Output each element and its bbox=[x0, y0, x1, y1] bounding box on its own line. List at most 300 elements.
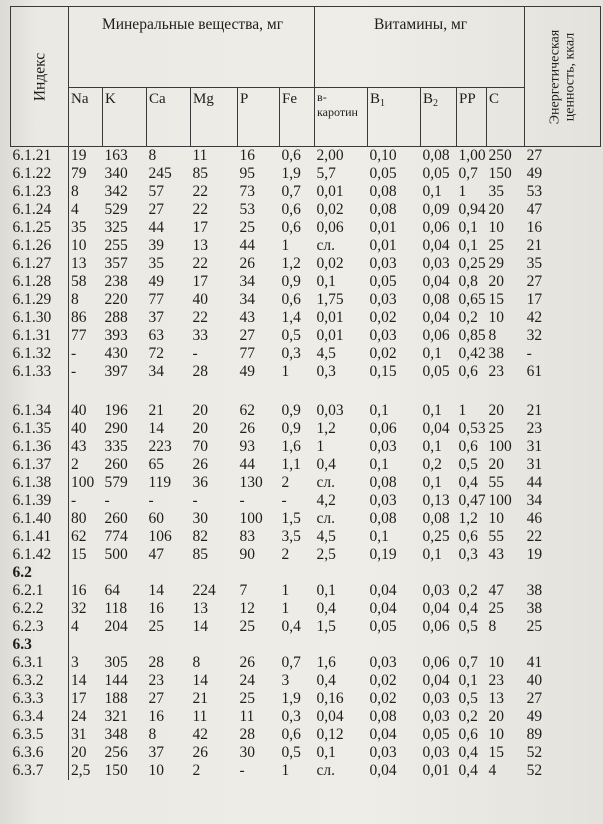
table-cell: 27 bbox=[526, 273, 543, 291]
table-cell: 0,04 bbox=[369, 582, 397, 600]
table-cell bbox=[69, 564, 103, 582]
table-cell: 393 bbox=[104, 327, 128, 345]
table-cell: 23 bbox=[488, 363, 505, 381]
table-cell: 15 bbox=[488, 744, 505, 762]
table-cell: 0,1 bbox=[316, 582, 336, 600]
table-cell: 0,04 bbox=[422, 420, 450, 438]
table-cell: 0,03 bbox=[422, 582, 450, 600]
table-cell: 0,03 bbox=[422, 255, 450, 273]
table-cell: 529 bbox=[104, 201, 128, 219]
table-cell: 2 bbox=[281, 546, 290, 564]
table-cell: 25 bbox=[239, 618, 255, 636]
table-cell: 0,05 bbox=[422, 726, 450, 744]
table-cell: 17 bbox=[526, 291, 543, 309]
table-cell: 0,6 bbox=[281, 219, 301, 237]
table-cell: 0,08 bbox=[369, 201, 397, 219]
row-index-cell: 6.3.3 bbox=[11, 690, 69, 708]
minerals-group-header: Минеральные вещества, мг bbox=[69, 7, 315, 88]
table-cell: 23 bbox=[488, 672, 505, 690]
table-cell: 0,1 bbox=[422, 183, 442, 201]
table-cell: 0,05 bbox=[422, 363, 450, 381]
nutrition-table bbox=[10, 6, 601, 780]
table-cell: 13 bbox=[71, 255, 87, 273]
table-cell: 0,1 bbox=[369, 528, 389, 546]
table-cell: 0,5 bbox=[281, 327, 301, 345]
table-cell: 27 bbox=[148, 690, 164, 708]
table-cell: 255 bbox=[104, 237, 128, 255]
table-cell: 2 bbox=[281, 474, 290, 492]
table-cell: 10 bbox=[488, 654, 505, 672]
table-cell bbox=[525, 636, 601, 654]
table-cell: 34 bbox=[239, 273, 255, 291]
table-cell: 8 bbox=[148, 147, 157, 165]
table-cell: 0,1 bbox=[316, 744, 336, 762]
table-cell bbox=[368, 636, 421, 654]
table-cell: 0,6 bbox=[458, 726, 478, 744]
table-row bbox=[11, 201, 601, 219]
table-cell: 1,1 bbox=[281, 456, 301, 474]
col-header-k: K bbox=[103, 88, 147, 147]
table-cell: 0,6 bbox=[281, 147, 301, 165]
table-cell: 196 bbox=[104, 402, 128, 420]
table-row bbox=[11, 237, 601, 255]
table-cell: 3 bbox=[281, 672, 290, 690]
table-cell: 90 bbox=[239, 546, 255, 564]
table-cell: 0,04 bbox=[422, 309, 450, 327]
table-cell: 325 bbox=[104, 219, 128, 237]
table-cell bbox=[421, 636, 457, 654]
table-cell: 163 bbox=[104, 147, 128, 165]
table-cell: - bbox=[526, 345, 532, 363]
row-index-cell: 6.2.3 bbox=[11, 618, 69, 636]
row-index-cell: 6.1.23 bbox=[11, 183, 69, 201]
table-cell bbox=[368, 564, 421, 582]
table-cell: 11 bbox=[192, 708, 208, 726]
table-cell: 150 bbox=[104, 762, 128, 780]
table-cell: 0,4 bbox=[281, 618, 301, 636]
col-header-pp: PP bbox=[457, 88, 487, 147]
table-row bbox=[11, 309, 601, 327]
table-cell: 0,03 bbox=[369, 327, 397, 345]
table-row bbox=[11, 600, 601, 618]
row-index-cell: 6.2 bbox=[11, 564, 69, 582]
table-row bbox=[11, 165, 601, 183]
table-cell: 290 bbox=[104, 420, 128, 438]
table-row bbox=[11, 327, 601, 345]
table-row bbox=[11, 726, 601, 744]
row-index-cell: 6.1.35 bbox=[11, 420, 69, 438]
table-cell: 10 bbox=[488, 510, 505, 528]
table-cell: 64 bbox=[104, 582, 120, 600]
table-cell bbox=[368, 381, 421, 402]
table-cell: 223 bbox=[148, 438, 172, 456]
table-cell: 0,15 bbox=[369, 363, 397, 381]
table-cell: 32 bbox=[71, 600, 87, 618]
table-cell bbox=[191, 636, 238, 654]
table-cell: 0,06 bbox=[422, 219, 450, 237]
table-cell: 22 bbox=[192, 201, 208, 219]
table-cell: 10 bbox=[71, 237, 87, 255]
table-cell: 77 bbox=[71, 327, 87, 345]
table-cell: 0,53 bbox=[458, 420, 486, 438]
table-cell: 579 bbox=[104, 474, 128, 492]
table-cell: 11 bbox=[239, 708, 255, 726]
table-cell: 0,02 bbox=[316, 201, 344, 219]
table-body bbox=[11, 147, 601, 781]
table-cell: 0,1 bbox=[458, 237, 478, 255]
table-cell bbox=[280, 564, 315, 582]
table-cell: 260 bbox=[104, 456, 128, 474]
table-cell: 8 bbox=[148, 726, 157, 744]
table-row bbox=[11, 456, 601, 474]
table-cell: 0,9 bbox=[281, 420, 301, 438]
table-cell: 0,1 bbox=[422, 402, 442, 420]
table-cell: 38 bbox=[526, 582, 543, 600]
row-index-cell: 6.1.29 bbox=[11, 291, 69, 309]
table-cell: 204 bbox=[104, 618, 128, 636]
table-row bbox=[11, 564, 601, 582]
table-cell: 30 bbox=[239, 744, 255, 762]
table-cell: 57 bbox=[148, 183, 164, 201]
table-cell: 0,03 bbox=[369, 255, 397, 273]
table-cell: 29 bbox=[488, 255, 505, 273]
table-cell: - bbox=[71, 345, 77, 363]
table-row bbox=[11, 255, 601, 273]
table-cell: 0,02 bbox=[369, 690, 397, 708]
table-cell: 10 bbox=[488, 219, 505, 237]
row-index-cell: 6.1.39 bbox=[11, 492, 69, 510]
table-cell: 23 bbox=[526, 420, 543, 438]
table-cell: 0,06 bbox=[316, 219, 344, 237]
table-cell: 43 bbox=[488, 546, 505, 564]
table-cell: 4 bbox=[71, 201, 79, 219]
table-cell: 17 bbox=[192, 273, 208, 291]
table-cell: 21 bbox=[526, 237, 543, 255]
row-index-cell bbox=[11, 381, 69, 402]
table-cell: 1 bbox=[281, 582, 290, 600]
table-cell: 25 bbox=[239, 219, 255, 237]
table-cell: - bbox=[71, 492, 77, 510]
table-cell: 14 bbox=[71, 672, 87, 690]
table-cell: 49 bbox=[526, 165, 543, 183]
table-cell: 43 bbox=[239, 309, 255, 327]
table-row bbox=[11, 183, 601, 201]
table-cell: 100 bbox=[488, 438, 512, 456]
table-cell: 118 bbox=[104, 600, 128, 618]
row-index-cell: 6.1.28 bbox=[11, 273, 69, 291]
table-cell: 4 bbox=[488, 762, 497, 780]
table-cell: 80 bbox=[71, 510, 87, 528]
table-cell: 288 bbox=[104, 309, 128, 327]
table-cell: 22 bbox=[192, 183, 208, 201]
table-cell: 0,4 bbox=[458, 600, 478, 618]
table-row bbox=[11, 147, 601, 166]
table-cell: 0,06 bbox=[369, 420, 397, 438]
table-cell: 22 bbox=[526, 528, 543, 546]
table-cell: 62 bbox=[239, 402, 255, 420]
table-cell: 61 bbox=[526, 363, 543, 381]
table-cell: 0,03 bbox=[369, 492, 397, 510]
col-header-c: C bbox=[487, 88, 525, 147]
table-cell bbox=[69, 636, 103, 654]
table-cell: 100 bbox=[71, 474, 95, 492]
table-cell: 8 bbox=[488, 327, 497, 345]
table-cell: 27 bbox=[239, 327, 255, 345]
row-index-cell: 6.1.22 bbox=[11, 165, 69, 183]
table-cell: 0,02 bbox=[369, 309, 397, 327]
row-index-cell: 6.1.37 bbox=[11, 456, 69, 474]
table-cell: 774 bbox=[104, 528, 128, 546]
table-cell: 0,04 bbox=[422, 273, 450, 291]
table-cell: 8 bbox=[488, 618, 497, 636]
table-cell: 41 bbox=[526, 654, 543, 672]
row-index-cell: 6.2.1 bbox=[11, 582, 69, 600]
table-cell: 0,08 bbox=[369, 708, 397, 726]
table-cell: 38 bbox=[488, 345, 505, 363]
table-cell: 0,13 bbox=[422, 492, 450, 510]
table-cell: 20 bbox=[488, 708, 505, 726]
table-cell: 0,02 bbox=[369, 345, 397, 363]
table-cell: 20 bbox=[488, 201, 505, 219]
table-cell: 0,05 bbox=[422, 165, 450, 183]
table-cell: 430 bbox=[104, 345, 128, 363]
table-cell: 25 bbox=[148, 618, 164, 636]
table-cell: - bbox=[192, 345, 198, 363]
table-cell: 0,1 bbox=[422, 474, 442, 492]
table-cell: 46 bbox=[526, 510, 543, 528]
table-cell: 16 bbox=[148, 600, 164, 618]
table-cell: 77 bbox=[148, 291, 164, 309]
table-row bbox=[11, 402, 601, 420]
table-cell: сл. bbox=[316, 474, 336, 492]
table-cell: 0,94 bbox=[458, 201, 486, 219]
table-cell: 16 bbox=[148, 708, 164, 726]
table-cell: 0,42 bbox=[458, 345, 486, 363]
table-cell: 3 bbox=[71, 654, 79, 672]
table-cell bbox=[69, 381, 103, 402]
table-cell: 0,04 bbox=[369, 762, 397, 780]
table-cell: 37 bbox=[148, 744, 164, 762]
table-cell: 0,06 bbox=[422, 654, 450, 672]
table-cell: 24 bbox=[239, 672, 255, 690]
table-cell: 0,6 bbox=[281, 726, 301, 744]
table-cell: 1,6 bbox=[316, 654, 336, 672]
table-cell bbox=[238, 636, 280, 654]
table-row bbox=[11, 438, 601, 456]
table-cell: 0,06 bbox=[422, 618, 450, 636]
table-cell: 1,00 bbox=[458, 147, 486, 165]
table-cell: 85 bbox=[192, 165, 208, 183]
table-cell bbox=[103, 381, 147, 402]
table-cell: 20 bbox=[488, 456, 505, 474]
table-cell: 0,04 bbox=[369, 600, 397, 618]
row-index-cell: 6.1.38 bbox=[11, 474, 69, 492]
table-cell: 21 bbox=[526, 402, 543, 420]
table-cell: 70 bbox=[192, 438, 208, 456]
table-cell: 0,2 bbox=[458, 309, 478, 327]
table-cell bbox=[457, 636, 487, 654]
table-cell: 340 bbox=[104, 165, 128, 183]
table-cell: 14 bbox=[192, 618, 208, 636]
table-cell: 0,01 bbox=[369, 237, 397, 255]
table-cell: 0,1 bbox=[369, 402, 389, 420]
table-cell: 0,6 bbox=[458, 363, 478, 381]
table-cell: - bbox=[104, 492, 110, 510]
row-index-cell: 6.1.25 bbox=[11, 219, 69, 237]
table-cell: 3,5 bbox=[281, 528, 301, 546]
table-cell: 32 bbox=[526, 327, 543, 345]
table-cell: 1 bbox=[281, 600, 290, 618]
table-cell: 1,4 bbox=[281, 309, 301, 327]
table-cell: 13 bbox=[192, 237, 208, 255]
table-cell: 52 bbox=[526, 744, 543, 762]
table-cell bbox=[103, 636, 147, 654]
table-cell: 35 bbox=[148, 255, 164, 273]
table-cell: 0,08 bbox=[369, 510, 397, 528]
table-cell: 11 bbox=[192, 147, 208, 165]
row-index-cell: 6.1.41 bbox=[11, 528, 69, 546]
table-cell: 19 bbox=[71, 147, 87, 165]
table-cell: 0,5 bbox=[281, 744, 301, 762]
table-cell: 0,08 bbox=[369, 183, 397, 201]
table-cell: 0,3 bbox=[281, 708, 301, 726]
table-cell: 348 bbox=[104, 726, 128, 744]
table-cell: 28 bbox=[192, 363, 208, 381]
table-cell: 43 bbox=[71, 438, 87, 456]
table-cell: 2 bbox=[71, 456, 79, 474]
table-cell: 13 bbox=[488, 690, 505, 708]
table-cell: 1,2 bbox=[281, 255, 301, 273]
row-index-cell: 6.1.27 bbox=[11, 255, 69, 273]
table-cell bbox=[315, 381, 368, 402]
table-row bbox=[11, 273, 601, 291]
table-cell: 14 bbox=[148, 582, 164, 600]
table-cell: 0,5 bbox=[458, 618, 478, 636]
table-cell bbox=[457, 381, 487, 402]
table-cell: 20 bbox=[192, 420, 208, 438]
table-cell: - bbox=[71, 363, 77, 381]
table-cell: 65 bbox=[148, 456, 164, 474]
row-index-cell: 6.1.40 bbox=[11, 510, 69, 528]
table-cell: 44 bbox=[239, 456, 255, 474]
table-cell: 47 bbox=[526, 201, 543, 219]
table-cell: 4 bbox=[71, 618, 79, 636]
table-cell: 0,01 bbox=[422, 762, 450, 780]
table-cell: 0,01 bbox=[369, 219, 397, 237]
table-cell: 238 bbox=[104, 273, 128, 291]
table-cell: 0,2 bbox=[458, 582, 478, 600]
table-cell: 1 bbox=[458, 402, 467, 420]
table-cell: 63 bbox=[148, 327, 164, 345]
table-cell: 0,09 bbox=[422, 201, 450, 219]
table-cell: 20 bbox=[71, 744, 87, 762]
table-cell: 250 bbox=[488, 147, 512, 165]
table-cell: 335 bbox=[104, 438, 128, 456]
table-cell bbox=[147, 636, 191, 654]
table-row bbox=[11, 474, 601, 492]
table-cell: 21 bbox=[192, 690, 208, 708]
table-cell: 256 bbox=[104, 744, 128, 762]
table-cell: 15 bbox=[71, 546, 87, 564]
table-cell: 1,6 bbox=[281, 438, 301, 456]
table-cell: 0,8 bbox=[458, 273, 478, 291]
table-cell: 55 bbox=[488, 474, 505, 492]
table-cell: 33 bbox=[192, 327, 208, 345]
table-cell: 4,5 bbox=[316, 528, 336, 546]
table-cell: 53 bbox=[239, 201, 255, 219]
index-header: Индекс bbox=[11, 7, 69, 147]
table-cell: 260 bbox=[104, 510, 128, 528]
table-cell: 130 bbox=[239, 474, 263, 492]
table-cell: 10 bbox=[148, 762, 164, 780]
table-cell: 25 bbox=[526, 618, 543, 636]
table-cell: 4,2 bbox=[316, 492, 336, 510]
table-cell: 0,03 bbox=[369, 291, 397, 309]
table-cell: 1 bbox=[281, 363, 290, 381]
table-cell: 8 bbox=[71, 291, 79, 309]
table-cell: 2 bbox=[192, 762, 201, 780]
table-row bbox=[11, 654, 601, 672]
table-cell: 8 bbox=[192, 654, 201, 672]
table-cell: 58 bbox=[71, 273, 87, 291]
table-cell: 0,03 bbox=[369, 744, 397, 762]
table-cell: 1,75 bbox=[316, 291, 344, 309]
table-cell: 0,04 bbox=[422, 600, 450, 618]
table-cell: 0,08 bbox=[369, 474, 397, 492]
col-header-carotene: в- каротин bbox=[315, 88, 368, 147]
table-row bbox=[11, 672, 601, 690]
table-cell: 0,2 bbox=[422, 456, 442, 474]
table-cell: 27 bbox=[526, 147, 543, 165]
table-cell: 150 bbox=[488, 165, 512, 183]
table-cell: 0,08 bbox=[422, 510, 450, 528]
row-index-cell: 6.1.21 bbox=[11, 147, 69, 166]
table-cell: 16 bbox=[239, 147, 255, 165]
table-cell: 0,6 bbox=[281, 201, 301, 219]
table-cell: 119 bbox=[148, 474, 172, 492]
table-cell: - bbox=[239, 492, 245, 510]
table-cell: 0,12 bbox=[316, 726, 344, 744]
table-cell: 1,2 bbox=[316, 420, 336, 438]
table-cell: 0,4 bbox=[316, 672, 336, 690]
vitamins-group-header: Витамины, мг bbox=[315, 7, 525, 88]
table-cell: 0,03 bbox=[422, 690, 450, 708]
col-header-ca: Ca bbox=[147, 88, 191, 147]
table-row bbox=[11, 546, 601, 564]
row-index-cell: 6.1.30 bbox=[11, 309, 69, 327]
table-cell: 10 bbox=[488, 309, 505, 327]
table-cell: 0,7 bbox=[281, 183, 301, 201]
table-cell: 0,2 bbox=[458, 708, 478, 726]
table-cell: 0,04 bbox=[422, 672, 450, 690]
table-cell: 55 bbox=[488, 528, 505, 546]
table-cell: 1,2 bbox=[458, 510, 478, 528]
row-index-cell: 6.3 bbox=[11, 636, 69, 654]
table-cell: 28 bbox=[148, 654, 164, 672]
table-cell: 19 bbox=[526, 546, 543, 564]
table-row bbox=[11, 762, 601, 780]
table-cell: 0,1 bbox=[316, 273, 336, 291]
col-header-b2: $B_2$ bbox=[421, 88, 457, 147]
table-cell: 26 bbox=[192, 744, 208, 762]
table-cell: сл. bbox=[316, 237, 336, 255]
table-cell: 26 bbox=[239, 420, 255, 438]
table-cell: 35 bbox=[71, 219, 87, 237]
table-cell: 40 bbox=[192, 291, 208, 309]
table-cell: 89 bbox=[526, 726, 543, 744]
table-row bbox=[11, 345, 601, 363]
table-cell: 30 bbox=[192, 510, 208, 528]
